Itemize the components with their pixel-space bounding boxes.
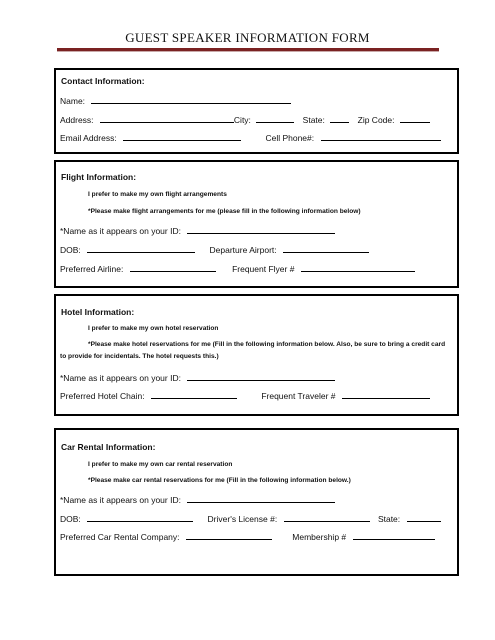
- drivers-license-field[interactable]: [284, 513, 370, 522]
- frequent-traveler-label: Frequent Traveler #: [261, 391, 336, 401]
- flight-name-field[interactable]: [187, 225, 335, 234]
- hotel-name-field[interactable]: [187, 372, 335, 381]
- cell-field[interactable]: [321, 132, 441, 141]
- flight-name-row: [60, 225, 335, 236]
- name-row: [60, 95, 291, 106]
- car-name-field[interactable]: [187, 494, 335, 503]
- car-dob-row: [60, 513, 441, 524]
- car-option-self[interactable]: I prefer to make my own car rental reservation: [88, 461, 233, 468]
- address-row: [60, 114, 430, 125]
- drivers-license-label: Driver's License #:: [207, 514, 278, 524]
- title-divider: [57, 48, 439, 51]
- flight-section: [54, 160, 459, 288]
- zip-label: Zip Code:: [357, 115, 395, 125]
- cell-label: Cell Phone#:: [265, 133, 315, 143]
- flight-name-label: *Name as it appears on your ID:: [60, 226, 181, 236]
- car-company-label: Preferred Car Rental Company:: [60, 532, 180, 542]
- flight-heading: Flight Information:: [61, 172, 137, 182]
- departure-airport-label: Departure Airport:: [209, 245, 277, 255]
- address-field[interactable]: [100, 114, 234, 123]
- frequent-traveler-field[interactable]: [342, 390, 430, 399]
- hotel-heading: Hotel Information:: [61, 307, 135, 317]
- car-company-field[interactable]: [186, 531, 272, 540]
- frequent-flyer-label: Frequent Flyer #: [232, 264, 295, 274]
- hotel-name-label: *Name as it appears on your ID:: [60, 373, 181, 383]
- name-field[interactable]: [91, 95, 291, 104]
- hotel-name-row: [60, 372, 335, 383]
- flight-dob-field[interactable]: [87, 244, 195, 253]
- name-label: Name:: [60, 96, 86, 106]
- car-company-row: [60, 531, 435, 542]
- car-heading: Car Rental Information:: [61, 442, 156, 452]
- departure-airport-field[interactable]: [283, 244, 369, 253]
- frequent-flyer-field[interactable]: [301, 263, 415, 272]
- state-label: State:: [302, 115, 325, 125]
- car-state-field[interactable]: [407, 513, 441, 522]
- airline-field[interactable]: [130, 263, 216, 272]
- flight-dob-label: DOB:: [60, 245, 81, 255]
- car-dob-field[interactable]: [87, 513, 193, 522]
- address-label: Address:: [60, 115, 94, 125]
- hotel-chain-field[interactable]: [151, 390, 237, 399]
- hotel-chain-row: [60, 390, 430, 401]
- flight-dob-row: [60, 244, 369, 255]
- car-option-arrange[interactable]: *Please make car rental reservations for me (Fill in the following information below.): [88, 477, 351, 484]
- city-label: City:: [233, 115, 251, 125]
- car-state-label: State:: [377, 514, 401, 524]
- contact-section: [54, 68, 459, 154]
- flight-option-self[interactable]: I prefer to make my own flight arrangements: [88, 191, 227, 198]
- page-title: GUEST SPEAKER INFORMATION FORM: [125, 30, 370, 45]
- contact-heading: Contact Information:: [61, 76, 145, 86]
- email-field[interactable]: [123, 132, 241, 141]
- car-name-label: *Name as it appears on your ID:: [60, 495, 181, 505]
- flight-option-arrange[interactable]: *Please make flight arrangements for me (please fill in the following information below): [88, 208, 361, 215]
- membership-label: Membership #: [292, 532, 347, 542]
- car-rental-section: [54, 428, 459, 576]
- airline-label: Preferred Airline:: [60, 264, 124, 274]
- hotel-section: [54, 294, 459, 416]
- email-label: Email Address:: [60, 133, 117, 143]
- hotel-option-self[interactable]: I prefer to make my own hotel reservation: [88, 325, 219, 332]
- car-name-row: [60, 494, 335, 505]
- hotel-chain-label: Preferred Hotel Chain:: [60, 391, 145, 401]
- hotel-option-arrange[interactable]: *Please make hotel reservations for me (Fill in the following information below. Also, be sure to bring a credit card to provide for incidentals. The hotel requests this.): [60, 341, 446, 360]
- membership-field[interactable]: [353, 531, 435, 540]
- airline-row: [60, 263, 415, 274]
- city-field[interactable]: [256, 114, 294, 123]
- car-dob-label: DOB:: [60, 514, 81, 524]
- email-row: [60, 132, 441, 143]
- state-field[interactable]: [330, 114, 349, 123]
- zip-field[interactable]: [400, 114, 430, 123]
